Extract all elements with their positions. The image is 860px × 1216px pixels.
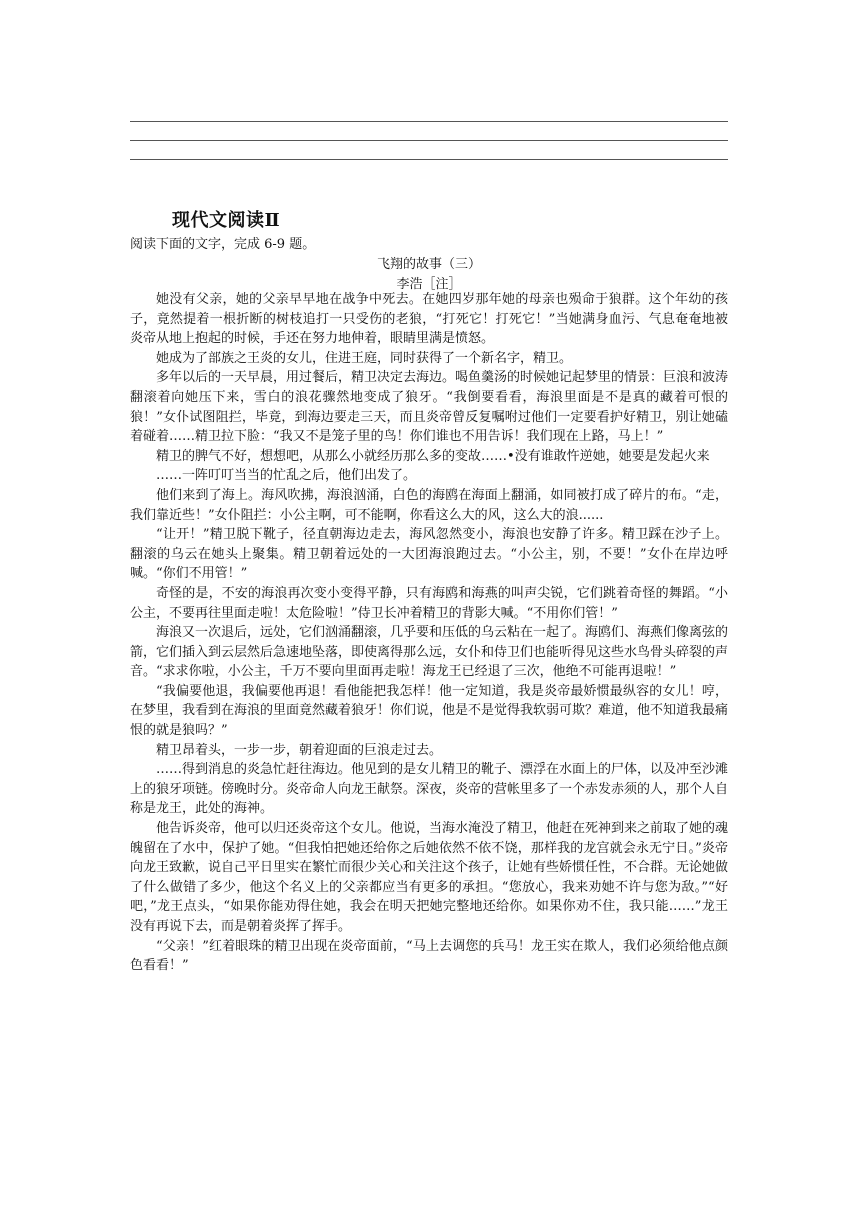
paragraph: 他们来到了海上。海风吹拂，海浪汹涌，白色的海鸥在海面上翻涌，如同被打成了碎片的布。“走，我们靠近些！”女仆阻拦：小公主啊，可不能啊，你看这么大的风，这么大的浪......	[130, 487, 728, 523]
paragraph: 她没有父亲，她的父亲早早地在战争中死去。在她四岁那年她的母亲也殒命于狼群。这个年幼的孩子，竟然提着一根折断的树枝追打一只受伤的老狼，“打死它！打死它！”当她满身血污、气息奄奄地被炎帝从地上抱起的时候，手还在努力地伸着，眼睛里满是愤怒。	[130, 292, 728, 347]
answer-line-2	[130, 140, 728, 141]
paragraph: 奇怪的是，不安的海浪再次变小变得平静，只有海鸥和海燕的叫声尖锐，它们跳着奇怪的舞蹈。“小公主，不要再往里面走啦！太危险啦！”侍卫长冲着精卫的背影大喊。“不用你们管！”	[130, 585, 728, 621]
story-title: 飞翔的故事（三）	[376, 257, 481, 272]
answer-line-1	[130, 121, 728, 122]
paragraph: 海浪又一次退后，远处，它们汹涌翻滚，几乎要和压低的乌云粘在一起了。海鸥们、海燕们像离弦的箭，它们插入到云层然后急速地坠落，即使离得那么远，女仆和侍卫们也能听得见这些水鸟骨头碎裂的声音。“求求你啦，小公主，千万不要向里面再走啦！海龙王已经退了三次，他绝不可能再退啦！”	[130, 625, 729, 680]
paragraph: 他告诉炎帝，他可以归还炎帝这个女儿。他说，当海水淹没了精卫，他赶在死神到来之前取了她的魂魄留在了水中，保护了她。“但我怕把她还给你之后她依然不依不饶，那样我的龙宫就会永无宁日。”炎帝向龙王致歉，说自己平日里实在繁忙而很少关心和关注这个孩子，让她有些娇惯任性，不合群。无论她做了什么做错了多少，他这个名义上的父亲都应当有更多的承担。“您放心，我来劝她不许与您为敌。”“好吧，”龙王点头，“如果你能劝得住她，我会在明天把她完整地还给你。如果你劝不住，我只能……”龙王没有再说下去，而是朝着炎挥了挥手。	[130, 821, 729, 934]
paragraph: “让开！”精卫脱下靴子，径直朝海边走去，海风忽然变小，海浪也安静了许多。精卫踩在沙子上。翻滚的乌云在她头上聚集。精卫朝着远处的一大团海浪跑过去。“小公主，别，不要！”女仆在岸边呼喊。“你们不用管！”	[130, 527, 728, 582]
paragraph: 多年以后的一天早晨，用过餐后，精卫决定去海边。喝鱼羹汤的时候她记起梦里的情景：巨浪和波涛翻滚着向她压下来，雪白的浪花骤然地变成了狼牙。“我倒要看看，海浪里面是不是真的藏着可恨的狼！”女仆试图阻拦，毕竟，到海边要走三天，而且炎帝曾反复嘱咐过他们一定要看护好精卫，别让她磕着碰着……精卫拉下脸：“我又不是笼子里的鸟！你们谁也不用告诉！我们现在上路，马上！”	[130, 370, 729, 445]
paragraph: 她成为了部族之王炎的女儿，住进王庭，同时获得了一个新名字，精卫。	[156, 350, 573, 366]
paragraph: “父亲！”红着眼珠的精卫出现在炎帝面前，“马上去调您的兵马！龙王实在欺人，我们必须给他点颜色看看！”	[130, 938, 728, 974]
story-body	[130, 290, 728, 976]
section-title: 现代文阅读Ⅱ	[172, 210, 281, 231]
answer-line-3	[130, 159, 728, 160]
paragraph: “我偏要他退，我偏要他再退！看他能把我怎样！他一定知道，我是炎帝最娇惯最纵容的女儿！哼，在梦里，我看到在海浪的里面竟然藏着狼牙！你们说，他是不是觉得我软弱可欺？难道，他不知道我最痛恨的就是狼吗？”	[130, 683, 729, 739]
reading-instructions: 阅读下面的文字，完成 6-9 题。	[130, 237, 316, 252]
paragraph: ……一阵叮叮当当的忙乱之后，他们出发了。	[156, 468, 417, 484]
paragraph: 精卫昂着头，一步一步，朝着迎面的巨浪走过去。	[156, 742, 443, 758]
paragraph: 精卫的脾气不好，想想吧，从那么小就经历那么多的变故……•没有谁敢忤逆她，她要是发起火来	[156, 448, 710, 464]
story-author: 李浩［注］	[396, 277, 462, 292]
paragraph: ……得到消息的炎急忙赶往海边。他见到的是女儿精卫的靴子、漂浮在水面上的尸体，以及冲至沙滩上的狼牙项链。傍晚时分。炎帝命人向龙王献祭。深夜，炎帝的营帐里多了一个赤发赤须的人，那个人自称是龙王，此处的海神。	[130, 762, 729, 817]
